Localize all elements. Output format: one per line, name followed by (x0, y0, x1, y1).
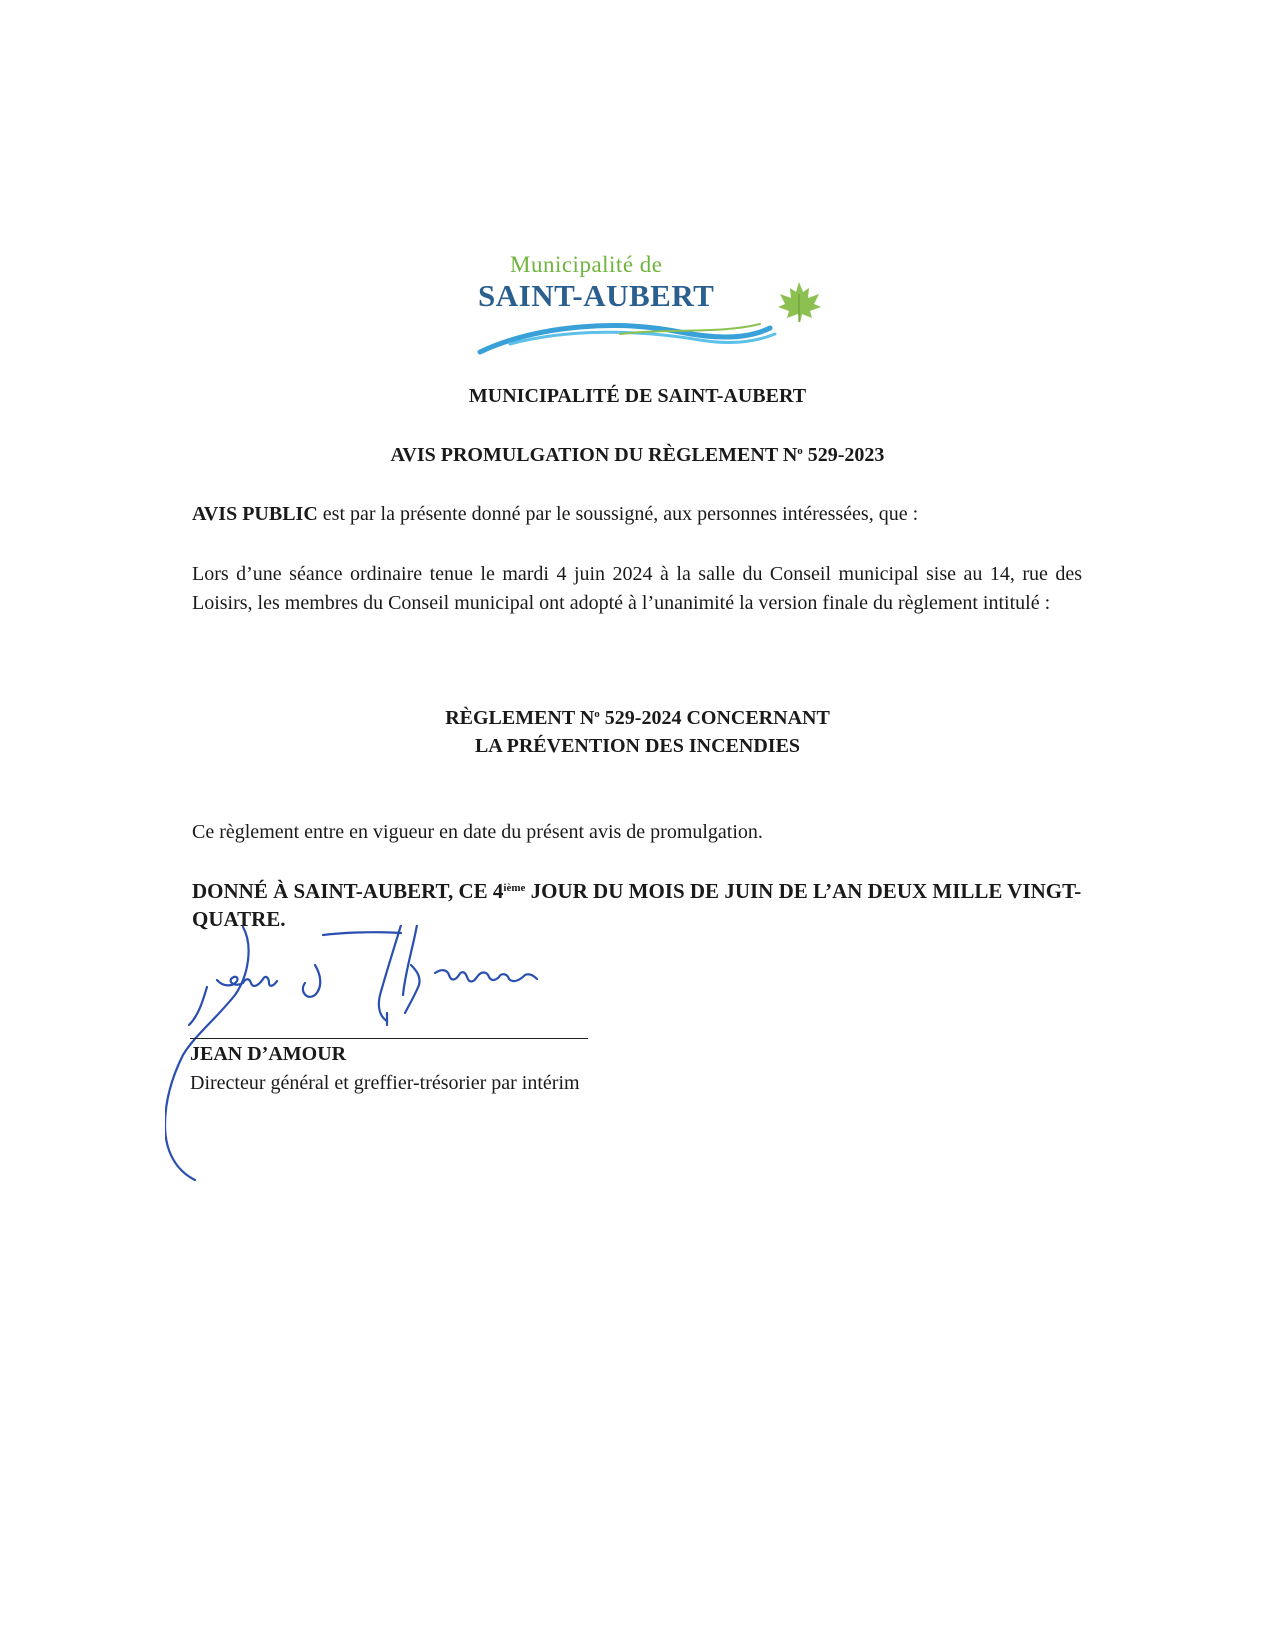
public-notice-label: AVIS PUBLIC (192, 503, 318, 525)
given-at-sup: ième (503, 882, 526, 894)
notice-heading (0, 444, 1275, 467)
bylaw-title-line2: LA PRÉVENTION DES INCENDIES (474, 735, 801, 757)
public-notice-text: est par la présente donné par le soussigné, aux personnes intéressées, que : (317, 503, 919, 525)
bylaw-title-rest: 529-2024 CONCERNANT (599, 707, 830, 729)
public-notice-intro (192, 500, 1082, 529)
notice-heading-sup: o (797, 445, 803, 457)
meeting-paragraph: Lors d’une séance ordinaire tenue le mardi 4 juin 2024 à la salle du Conseil municipal sise au 14, rue des Loisirs, les membres du Conseil municipal ont adopté à l’unanimité la version finale du règlement intitulé : (192, 563, 1082, 614)
notice-heading-number: 529-2023 (802, 444, 885, 466)
municipality-logo (470, 250, 830, 360)
effective-statement: Ce règlement entre en vigueur en date du présent avis de promulgation. (192, 821, 763, 843)
notice-heading-prefix: AVIS PROMULGATION DU RÈGLEMENT N (390, 444, 798, 466)
signatory-name: JEAN D’AMOUR (190, 1043, 347, 1065)
signature-line (190, 1038, 588, 1039)
given-at-part1: DONNÉ À SAINT-AUBERT, CE 4 (192, 879, 504, 903)
bylaw-title-sup: o (594, 708, 600, 720)
municipality-heading: MUNICIPALITÉ DE SAINT-AUBERT (468, 385, 807, 407)
river-waves-graphic (470, 314, 790, 358)
bylaw-title-line1 (0, 700, 1275, 732)
bylaw-title-prefix: RÈGLEMENT N (445, 707, 595, 729)
signatory-title: Directeur général et greffier-trésorier par intérim (190, 1072, 580, 1094)
bylaw-title (0, 700, 1275, 760)
logo-text-line1: Municipalité de (510, 252, 663, 277)
logo-text-line2: SAINT-AUBERT (478, 278, 715, 313)
given-at-part2: JOUR DU MOIS DE JUIN DE L’AN DEUX MILLE VINGT-QUATRE. (192, 879, 1082, 931)
